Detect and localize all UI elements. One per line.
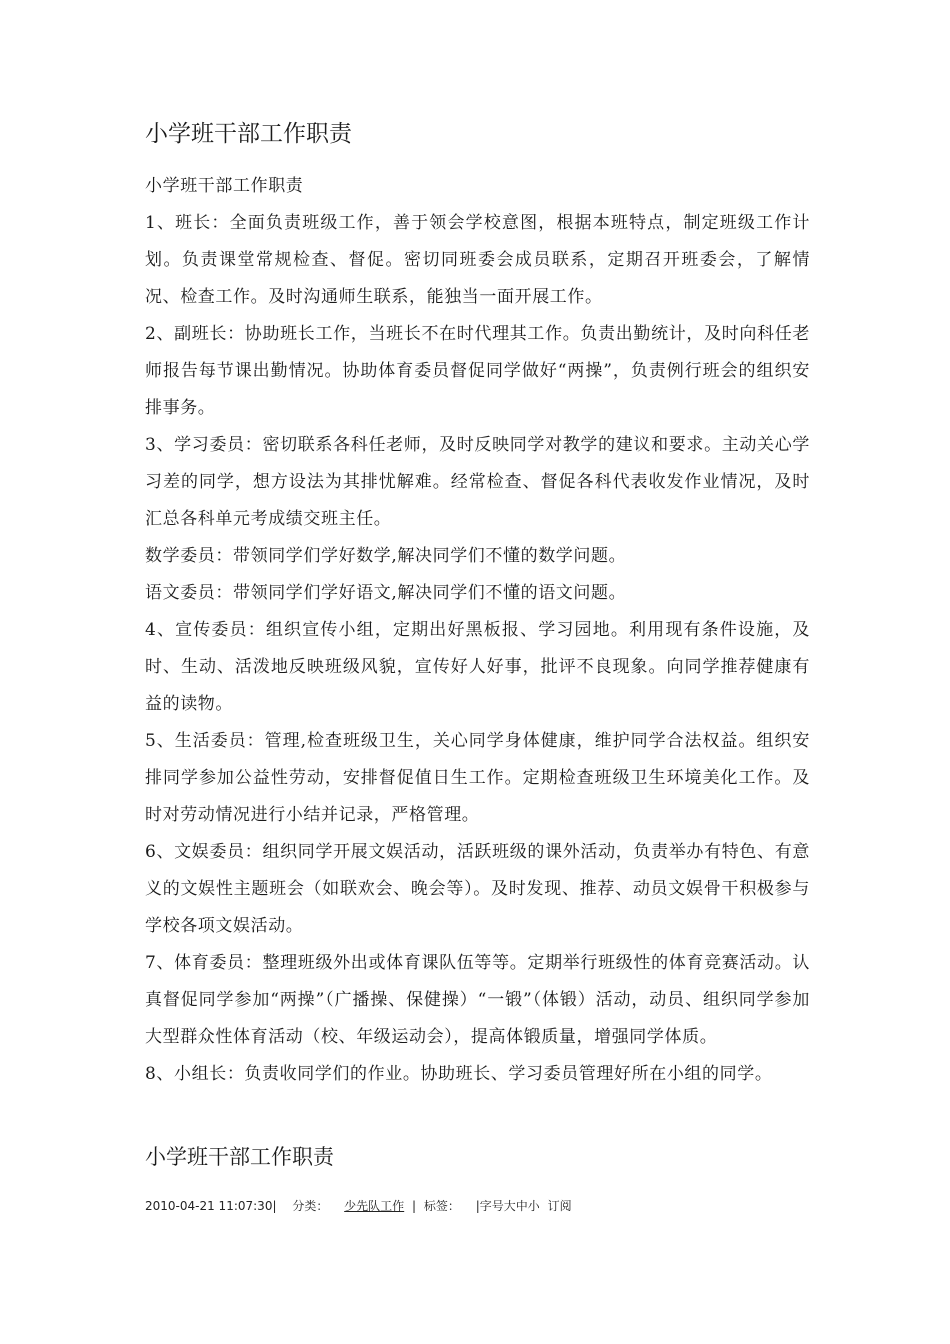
- tags-label: 标签：: [423, 1199, 460, 1213]
- document-body: [145, 168, 810, 1093]
- body-paragraph-vice-monitor: 2、副班长：协助班长工作，当班长不在时代理其工作。负责出勤统计，及时向科任老师报告每节课出勤情况。协助体育委员督促同学做好“两操”，负责例行班会的组织安排事务。: [145, 324, 810, 418]
- body-paragraph-group-leader: 8、小组长：负责收同学们的作业。协助班长、学习委员管理好所在小组的同学。: [145, 1064, 773, 1084]
- category-label: 分类：: [292, 1199, 329, 1213]
- document-title: 小学班干部工作职责: [145, 121, 352, 147]
- post-meta: [145, 1196, 572, 1216]
- body-paragraph-monitor: 1、班长：全面负责班级工作，善于领会学校意图，根据本班特点，制定班级工作计划。负责课堂常规检查、督促。密切同班委会成员联系，定期召开班委会，了解情况、检查工作。及时沟通师生联系，能独当一面开展工作。: [145, 213, 810, 307]
- subscribe-link[interactable]: 订阅: [547, 1199, 572, 1213]
- category-link[interactable]: 少先队工作: [344, 1199, 405, 1213]
- font-size-options[interactable]: |字号大中小: [475, 1199, 540, 1213]
- body-paragraph-study-committee: 3、学习委员：密切联系各科任老师，及时反映同学对教学的建议和要求。主动关心学习差的同学，想方设法为其排忧解难。经常检查、督促各科代表收发作业情况，及时汇总各科单元考成绩交班主任。: [145, 435, 810, 529]
- meta-separator: |: [412, 1199, 417, 1213]
- body-paragraph-life-committee: 5、生活委员：管理,检查班级卫生，关心同学身体健康，维护同学合法权益。组织安排同学参加公益性劳动，安排督促值日生工作。定期检查班级卫生环境美化工作。及时对劳动情况进行小结并记录，严格管理。: [145, 731, 810, 825]
- body-paragraph-sports-committee: 7、体育委员：整理班级外出或体育课队伍等等。定期举行班级性的体育竞赛活动。认真督促同学参加“两操”（广播操、保健操）“一锻”（体锻）活动，动员、组织同学参加大型群众性体育活动（校、年级运动会），提高体锻质量，增强同学体质。: [145, 953, 810, 1047]
- body-paragraph-publicity-committee: 4、宣传委员：组织宣传小组，定期出好黑板报、学习园地。利用现有条件设施，及时、生动、活泼地反映班级风貌，宣传好人好事，批评不良现象。向同学推荐健康有益的读物。: [145, 620, 810, 714]
- post-timestamp: 2010-04-21 11:07:30|: [145, 1199, 277, 1213]
- body-paragraph-chinese-committee: 语文委员：带领同学们学好语文,解决同学们不懂的语文问题。: [145, 583, 627, 603]
- body-paragraph-subtitle: 小学班干部工作职责: [145, 176, 304, 196]
- body-paragraph-arts-committee: 6、文娱委员：组织同学开展文娱活动，活跃班级的课外活动，负责举办有特色、有意义的文娱性主题班会（如联欢会、晚会等）。及时发现、推荐、动员文娱骨干积极参与学校各项文娱活动。: [145, 842, 810, 936]
- body-paragraph-math-committee: 数学委员：带领同学们学好数学,解决同学们不懂的数学问题。: [145, 546, 627, 566]
- section-title: 小学班干部工作职责: [145, 1145, 334, 1169]
